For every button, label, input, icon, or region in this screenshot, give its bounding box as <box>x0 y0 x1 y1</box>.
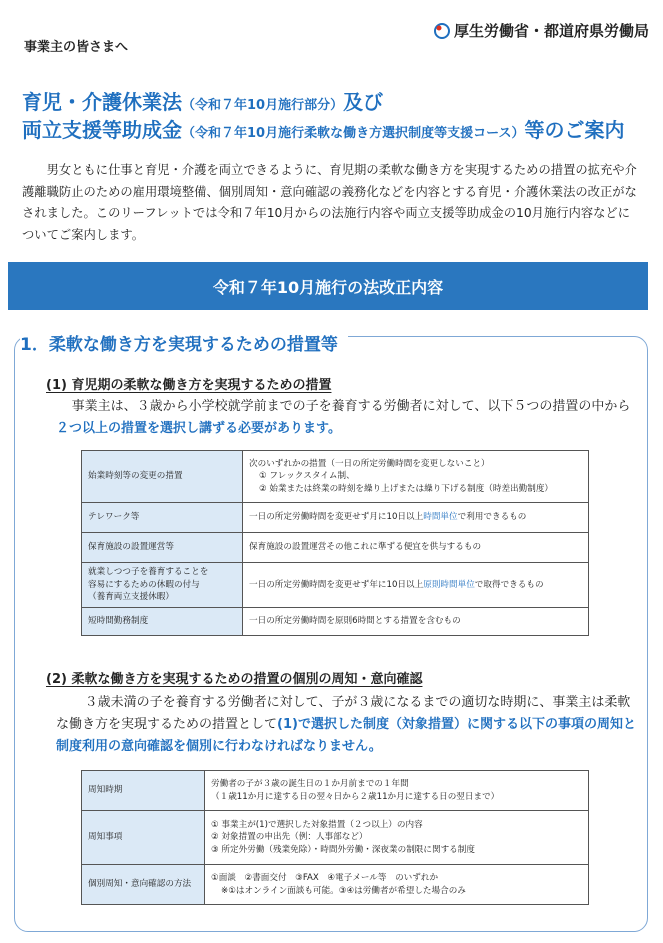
title-line-1 <box>22 86 383 115</box>
table-value <box>243 503 589 533</box>
subsection2-paragraph <box>56 692 636 758</box>
table-label: 周知時期 <box>82 771 205 811</box>
table-value: 保育施設の設置運営その他これに準ずる便宜を供与するもの <box>243 533 589 563</box>
table-row <box>82 607 589 635</box>
table-text: 一日の所定労働時間を変更せず年に10日以上 <box>249 579 424 590</box>
table-emphasis: 原則時間単位 <box>423 579 475 590</box>
notification-table <box>81 770 589 905</box>
table-emphasis: 時間単位 <box>423 512 458 523</box>
table-row <box>82 811 589 865</box>
table-label-line: 容易にするための休暇の付与 <box>88 579 200 590</box>
ministry-logo-icon <box>434 23 450 39</box>
table-line: ※①はオンライン面談も可能。③④は労働者が希望した場合のみ <box>221 885 466 896</box>
table-value <box>205 865 589 905</box>
table-row <box>82 771 589 811</box>
subsection2-heading: (2) 柔軟な働き方を実現するための措置の個別の周知・意向確認 <box>46 672 423 687</box>
table-line: ② 始業または終業の時刻を繰り上げまたは繰り下げる制度（時差出勤制度） <box>259 483 554 494</box>
title-subsidy: 両立支援等助成金 <box>22 118 182 142</box>
table-value <box>243 451 589 503</box>
measures-table <box>81 450 589 636</box>
table-label-line: （養育両立支援休暇） <box>88 592 174 602</box>
table-line: ① 事業主が(1)で選択した対象措置（２つ以上）の内容 <box>211 819 423 830</box>
title-law-paren: （令和７年10月施行部分） <box>182 98 344 113</box>
title-subsidy-paren: （令和７年10月施行柔軟な働き方選択制度等支援コース） <box>182 126 525 141</box>
table-line: 労働者の子が３歳の誕生日の１か月前までの１年間 <box>211 779 409 789</box>
table-text: で利用できるもの <box>457 512 527 523</box>
title-tail: 等のご案内 <box>524 118 625 142</box>
ministry-name <box>434 20 649 41</box>
section-banner: 令和７年10月施行の法改正内容 <box>8 262 648 310</box>
table-line: ①面談 ②書面交付 ③FAX ④電子メール等 のいずれか <box>211 873 439 883</box>
subsection1-emphasis: ２つ以上の措置を選択し講ずる必要があります。 <box>56 421 341 436</box>
table-label: 個別周知・意向確認の方法 <box>82 865 205 905</box>
table-value: 一日の所定労働時間を原則6時間とする措置を含むもの <box>243 607 589 635</box>
table-row <box>82 451 589 503</box>
table-row <box>82 563 589 608</box>
subsection1-text: 事業主は、３歳から小学校就学前までの子を養育する労働者に対して、以下５つの措置の中から <box>71 399 631 414</box>
subsection2-text: ３歳未満の子を養育する労働者に対して、子が３歳になるまでの適切な時期に、事業主は柔軟な働き方を実現するための措置として <box>56 695 631 732</box>
table-label: 短時間勤務制度 <box>82 607 243 635</box>
table-text: 一日の所定労働時間を変更せず月に10日以上 <box>249 512 424 523</box>
table-label: テレワーク等 <box>82 503 243 533</box>
title-law: 育児・介護休業法 <box>22 90 182 114</box>
intro-paragraph: 男女ともに仕事と育児・介護を両立できるように、育児期の柔軟な働き方を実現するための措置の拡充や介護離職防止のための雇用環境整備、個別周知・意向確認の義務化などを内容とする育児・介護休業法の改正がなされました。このリーフレットでは令和７年10月からの法施行内容や両立支援等助成金の10月施行内容などについてご案内します。 <box>22 163 637 242</box>
table-row <box>82 865 589 905</box>
subsection1-heading: (1) 育児期の柔軟な働き方を実現するための措置 <box>46 378 332 393</box>
subsection2-emphasis: (1)で選択した制度（対象措置）に関する以下の事項の周知と制度利用の意向確認を個別に行わなければなりません。 <box>56 717 636 754</box>
table-row <box>82 503 589 533</box>
subsection1-paragraph <box>56 396 636 440</box>
table-label-line: 就業しつつ子を養育することを <box>88 567 209 577</box>
table-row <box>82 533 589 563</box>
table-text: で取得できるもの <box>474 579 544 590</box>
table-value <box>205 771 589 811</box>
table-line: ① フレックスタイム制、 <box>259 471 355 482</box>
table-label: 保育施設の設置運営等 <box>82 533 243 563</box>
title-line-2 <box>22 114 624 143</box>
table-label: 周知事項 <box>82 811 205 865</box>
table-line: ③ 所定外労働（残業免除）・時間外労働・深夜業の制限に関する制度 <box>211 844 475 855</box>
addressee: 事業主の皆さまへ <box>24 40 129 55</box>
table-line: ② 対象措置の申出先（例：人事部など） <box>211 832 368 843</box>
table-value <box>205 811 589 865</box>
section1-title: 1．柔軟な働き方を実現するための措置等 <box>20 330 348 355</box>
table-line: （１歳11か月に達する日の翌々日から２歳11か月に達する日の翌日まで） <box>211 791 500 802</box>
table-label <box>82 563 243 608</box>
table-value <box>243 563 589 608</box>
title-and: 及び <box>343 90 384 114</box>
table-line: 次のいずれかの措置（一日の所定労働時間を変更しないこと） <box>249 458 490 469</box>
table-label: 始業時刻等の変更の措置 <box>82 451 243 503</box>
ministry-label: 厚生労働省・都道府県労働局 <box>453 22 649 40</box>
